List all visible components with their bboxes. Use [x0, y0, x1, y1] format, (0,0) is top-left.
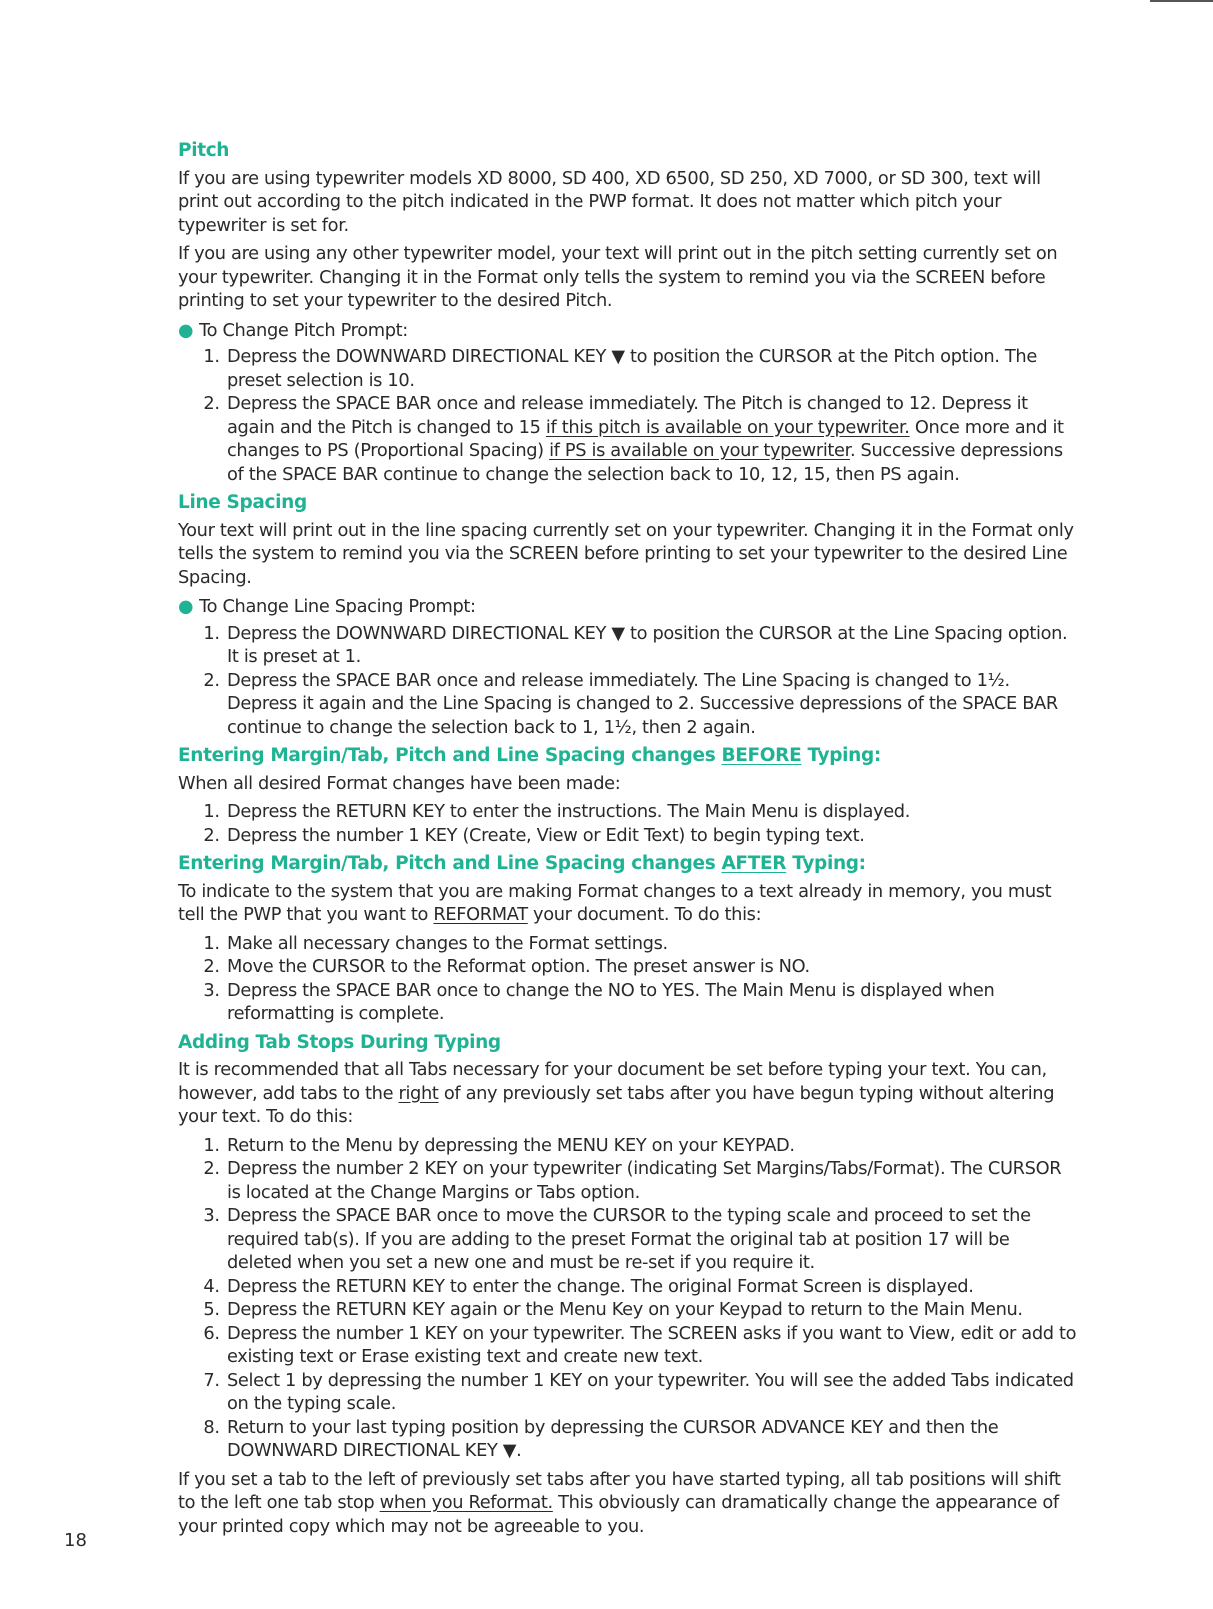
adding-tabs-step-2: 2. Depress the number 2 KEY on your typewriter (indicating Set Margins/Tabs/Format). The CURSOR is located at the Change Margins or Tabs option.: [225, 1157, 1078, 1204]
adding-tabs-paragraph-1: [178, 1058, 1078, 1129]
heading-pitch: Pitch: [178, 140, 230, 161]
after-step-2: 2. Move the CURSOR to the Reformat option. The preset answer is NO.: [225, 955, 1078, 979]
adding-tabs-step-6: 6. Depress the number 1 KEY on your typewriter. The SCREEN asks if you want to View, edit or add to existing text or Erase existing text and create new text.: [225, 1322, 1078, 1369]
line-spacing-step-1: 1. Depress the DOWNWARD DIRECTIONAL KEY ▼ to position the CURSOR at the Line Spacing option. It is preset at 1.: [225, 622, 1078, 669]
bullet-dot-icon: ●: [178, 596, 194, 617]
after-paragraph-text-a: To indicate to the system that you are making Format changes to a text already in memory, you must tell the PWP that you want to: [178, 880, 1052, 925]
bullet-dot-icon: ●: [178, 319, 194, 341]
pitch-step-1: [225, 345, 1078, 392]
adding-tabs-steps: [178, 1134, 1078, 1463]
adding-tabs-step-5: 5. Depress the RETURN KEY again or the Menu Key on your Keypad to return to the Main Menu.: [225, 1298, 1078, 1322]
adding-tabs-step-8: 8. Return to your last typing position by depressing the CURSOR ADVANCE KEY and then the DOWNWARD DIRECTIONAL KEY ▼.: [225, 1416, 1078, 1463]
adding-tabs-paragraph-2: [178, 1468, 1078, 1539]
heading-after-text-b: Typing:: [786, 853, 866, 874]
pitch-step-2: [225, 392, 1078, 486]
heading-adding-tab-stops: Adding Tab Stops During Typing: [178, 1031, 501, 1053]
page-number: 18: [64, 1530, 87, 1551]
line-spacing-step-2: 2. Depress the SPACE BAR once and release immediately. The Line Spacing is changed to 1½. Depress it again and the Line Spacing is changed to 2. Successive depressions of the SPACE BAR continue to change the selection back to 1, 1½, then 2 again.: [225, 669, 1078, 740]
pitch-step-2-text-a: Depress the SPACE BAR once and release immediately. The Pitch is changed to 12. Depress it again and the Pitch is changed to 15: [227, 393, 1028, 438]
pitch-step-2-text-c: . Successive depressions of the SPACE BAR continue to change the selection back to 10, 12, 15, then PS again.: [227, 440, 1063, 485]
adding-tabs-text-b: of any previously set tabs after you have begun typing without altering your text. To do this:: [178, 1082, 1055, 1127]
adding-tabs-p2-text-b: This obviously can dramatically change the appearance of your printed copy which may not be agreeable to you.: [178, 1492, 1059, 1537]
heading-line-spacing: Line Spacing: [178, 492, 307, 513]
document-page: [178, 136, 1078, 1543]
line-spacing-bullet-label: To Change Line Spacing Prompt:: [199, 596, 476, 617]
heading-before-text-b: Typing:: [801, 745, 881, 766]
after-paragraph-text-b: your document. To do this:: [527, 904, 762, 925]
adding-tabs-step-1: 1. Return to the Menu by depressing the MENU KEY on your KEYPAD.: [225, 1134, 1078, 1158]
adding-tabs-step-7: 7. Select 1 by depressing the number 1 KEY on your typewriter. You will see the added Tabs indicated on the typing scale.: [225, 1369, 1078, 1416]
pitch-step-2-underline-2: if PS is available on your typewriter: [549, 440, 850, 461]
before-steps: [178, 800, 1078, 847]
pitch-paragraph-2: If you are using any other typewriter model, your text will print out in the pitch setting currently set on your typewriter. Changing it in the Format only tells the system to remind you via the SCREEN before printing to set your typewriter to the desired Pitch.: [178, 243, 1058, 311]
heading-before-text-a: Entering Margin/Tab, Pitch and Line Spacing changes: [178, 745, 722, 766]
adding-tabs-step-3: 3. Depress the SPACE BAR once to move the CURSOR to the typing scale and proceed to set the required tab(s). If you are adding to the preset Format the original tab at position 17 will be deleted when you set a new one and must be re-set if you require it.: [225, 1204, 1078, 1275]
after-paragraph-underline: REFORMAT: [433, 904, 528, 925]
heading-after-text-a: Entering Margin/Tab, Pitch and Line Spacing changes: [178, 853, 722, 874]
before-step-1: 1. Depress the RETURN KEY to enter the instructions. The Main Menu is displayed.: [225, 800, 1078, 824]
pitch-paragraph-1: If you are using typewriter models XD 8000, SD 400, XD 6500, SD 250, XD 7000, or SD 300, text will print out according to the pitch indicated in the PWP format. It does not matter which pitch your typewriter is set for.: [178, 167, 1041, 236]
adding-tabs-text-a: It is recommended that all Tabs necessary for your document be set before typing your text. You can, however, add tabs to the: [178, 1059, 1047, 1104]
adding-tabs-underline: right: [398, 1082, 439, 1104]
line-spacing-steps: [178, 622, 1078, 740]
adding-tabs-p2-underline: when you Reformat.: [379, 1492, 553, 1513]
heading-before-typing: [178, 744, 1078, 768]
top-edge-rule: [1150, 0, 1213, 2]
before-step-2: 2. Depress the number 1 KEY (Create, View or Edit Text) to begin typing text.: [225, 824, 1078, 848]
line-spacing-paragraph: Your text will print out in the line spacing currently set on your typewriter. Changing it in the Format only tells the system to remind you via the SCREEN before printing to set your typewriter to the desired Line Spacing.: [178, 519, 1074, 588]
after-step-3: 3. Depress the SPACE BAR once to change the NO to YES. The Main Menu is displayed when reformatting is complete.: [225, 979, 1078, 1026]
before-paragraph: When all desired Format changes have been made:: [178, 772, 621, 794]
pitch-step-1-text: Depress the DOWNWARD DIRECTIONAL KEY ▼ to position the CURSOR at the Pitch option. The preset selection is 10.: [227, 346, 1037, 391]
after-step-1: 1. Make all necessary changes to the Format settings.: [225, 932, 1078, 956]
line-spacing-bullet: [178, 595, 1078, 619]
heading-after-underline: AFTER: [721, 853, 787, 874]
adding-tabs-p2-text-a: If you set a tab to the left of previously set tabs after you have started typing, all tab positions will shift to the left one tab stop: [178, 1468, 1061, 1513]
heading-before-underline: BEFORE: [721, 745, 802, 766]
heading-after-typing: [178, 852, 1078, 876]
pitch-step-2-underline-1: if this pitch is available on your typewriter.: [545, 416, 910, 438]
adding-tabs-step-4: 4. Depress the RETURN KEY to enter the change. The original Format Screen is displayed.: [225, 1275, 1078, 1299]
pitch-step-2-text-b: Once more and it changes to PS (Proportional Spacing): [227, 416, 1064, 461]
pitch-bullet-label: To Change Pitch Prompt:: [199, 319, 408, 341]
after-steps: [178, 932, 1078, 1026]
after-paragraph: [178, 880, 1078, 927]
pitch-steps: [178, 345, 1078, 486]
pitch-bullet: [178, 319, 1078, 343]
